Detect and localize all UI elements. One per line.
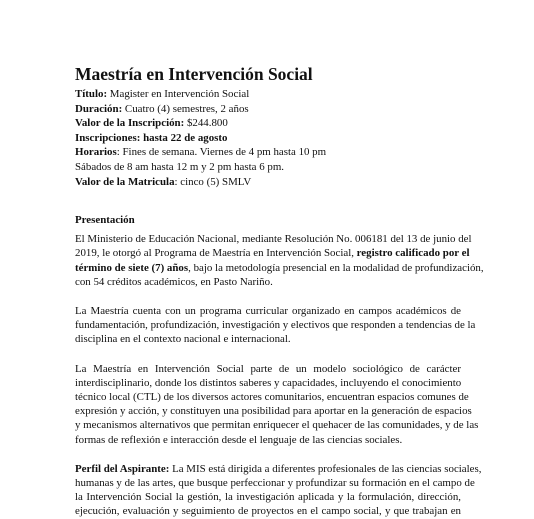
info-label: Valor de la Matricula	[75, 175, 175, 188]
info-value: Magister en Intervención Social	[107, 88, 250, 100]
paragraph-line	[75, 261, 484, 275]
bold-run: término de siete (7) años	[75, 261, 189, 274]
perfil-label: Perfil del Aspirante:	[75, 462, 170, 475]
paragraph-line	[75, 246, 470, 260]
info-duracion	[75, 102, 461, 117]
info-inscripciones	[75, 131, 461, 146]
paragraph-line: técnico local (CTL) de los diversos actores comunitarios, encuentran espacios comunes de	[75, 390, 469, 403]
paragraph-line: La Maestría en Intervención Social parte de un modelo sociológico de carácter	[75, 362, 461, 375]
paragraph-line: formas de reflexión e interacción desde el lenguaje de las ciencias sociales.	[75, 433, 403, 446]
paragraph-line: humanas y de las artes, que busque perfeccionar y profundizar su formación en el campo de	[75, 477, 475, 489]
paragraph-programa-curricular	[75, 304, 476, 347]
paragraph-line: interdisciplinario, donde los distintos saberes y capacidades, incluyendo el conocimiento	[75, 376, 462, 389]
info-horarios-sabados	[75, 160, 461, 175]
info-value: : cinco (5) SMLV	[174, 175, 252, 188]
info-label: Duración:	[75, 102, 123, 115]
text-run: 2019, le otorgó al Programa de Maestría en Intervención Social,	[75, 247, 357, 260]
info-titulo	[75, 87, 461, 102]
perfil-aspirante	[75, 462, 482, 519]
text-run: La MIS está dirigida a diferentes profesionales de las ciencias sociales,	[169, 462, 482, 475]
paragraph-line: expresión y acción, y constituyen una posibilidad para aportar en la generación de espacios	[75, 405, 472, 418]
section-heading-presentacion: Presentación	[75, 214, 135, 227]
info-label: Horarios	[75, 146, 117, 159]
paragraph-line: con 54 créditos académicos, en Pasto Nariño.	[75, 275, 273, 288]
info-value: : Fines de semana. Viernes de 4 pm hasta 10 pm	[116, 146, 327, 159]
paragraph-line: la Intervención Social la gestión, la investigación aplicada y la formulación, dirección,	[75, 491, 461, 504]
info-value: Cuatro (4) semestres, 2 años	[122, 102, 249, 115]
paragraph-modelo-sociologico	[75, 362, 479, 447]
bold-run: registro calificado por el	[356, 247, 470, 260]
paragraph-line: y mecanismos alternativos que permitan enriquecer el quehacer de las comunidades, y de las	[75, 419, 479, 432]
paragraph-line	[75, 462, 482, 476]
text-run: , bajo la metodología presencial en la modalidad de profundización,	[188, 261, 484, 274]
page-title: Maestría en Intervención Social	[75, 64, 313, 84]
info-label: Inscripciones: hasta 22 de agosto	[75, 131, 228, 144]
program-info	[75, 87, 461, 189]
info-value: Sábados de 8 am hasta 12 m y 2 pm hasta 6 pm.	[75, 160, 285, 173]
info-valor-inscripcion	[75, 116, 461, 131]
paragraph-line: fundamentación, profundización, investigación y electivos que responden a tendencias de la	[75, 319, 476, 332]
paragraph-line: ejecución, evaluación y seguimiento de proyectos en el campo social, y que trabajan en	[75, 505, 461, 518]
info-label: Título:	[75, 88, 108, 100]
paragraph-line: disciplina en el contexto nacional e internacional.	[75, 333, 291, 346]
paragraph-line: La Maestría cuenta con un programa curricular organizado en campos académicos de	[75, 304, 461, 317]
paragraph-resolucion	[75, 232, 484, 289]
info-valor-matricula	[75, 175, 461, 190]
paragraph-line: El Ministerio de Educación Nacional, mediante Resolución No. 006181 del 13 de junio del	[75, 233, 472, 246]
info-horarios	[75, 145, 461, 160]
document-content	[75, 64, 484, 519]
info-value: $244.800	[184, 117, 228, 130]
info-label: Valor de la Inscripción:	[75, 117, 185, 130]
